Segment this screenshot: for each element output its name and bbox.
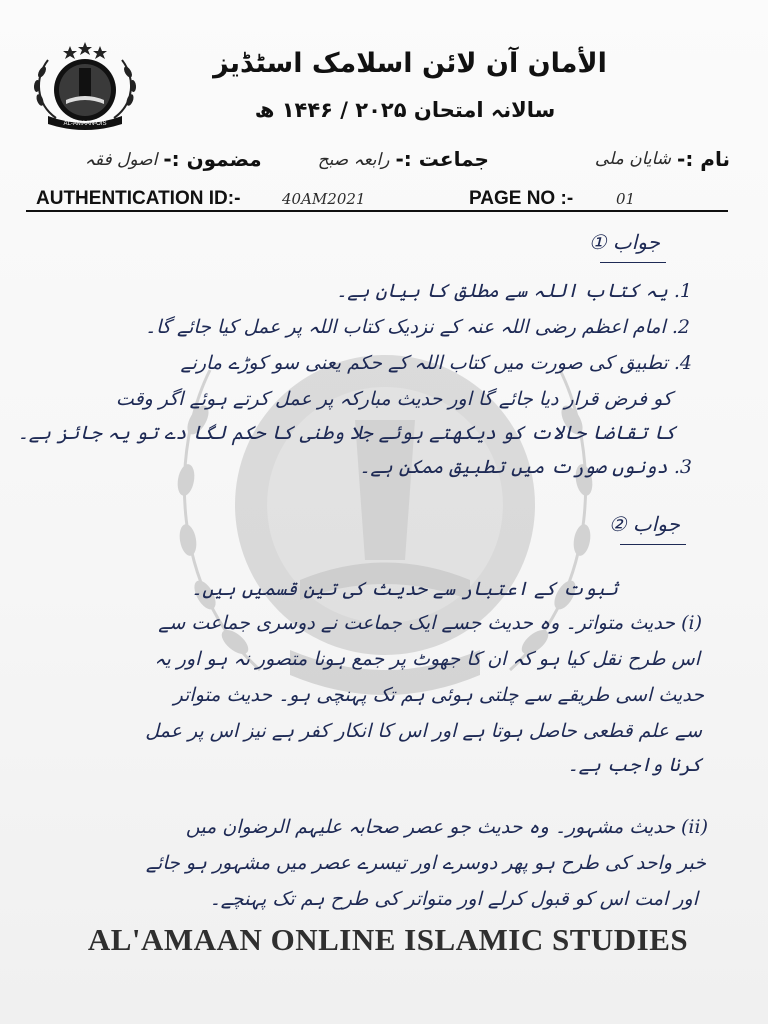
- class-value: رابعہ صبح: [317, 149, 390, 170]
- answer-1-heading-underline: [600, 262, 666, 263]
- name-label: نام :-: [677, 147, 730, 171]
- institute-name: الأمان آن لائن اسلامک اسٹڈیز: [213, 48, 607, 79]
- answer-1-line: کو فرض قرار دیا جائے گا اور حدیث مبارکہ پر عمل کرتے ہوئے اگر وقت: [115, 388, 672, 410]
- answer-2-heading-underline: [620, 544, 686, 545]
- authentication-label: AUTHENTICATION ID:-: [36, 188, 241, 209]
- subject-value: اصول فقہ: [84, 149, 158, 170]
- answer-2-line: حدیث اسی طریقے سے چلتی ہوئی ہم تک پہنچی ہو۔ حدیث متواتر: [173, 684, 704, 706]
- answer-2-line: کرنا واجب ہے۔: [567, 754, 702, 776]
- page-number-value: 01: [616, 190, 636, 208]
- answer-1-line: 1. یہ کتاب اللہ سے مطلق کا بیان ہے۔: [336, 280, 692, 302]
- answer-2-line: (ii) حدیث مشہور۔ وہ حدیث جو عصر صحابہ علیہم الرضوان میں: [185, 816, 708, 838]
- answer-2-line: اس طرح نقل کیا ہو کہ ان کا جھوٹ پر جمع ہونا متصور نہ ہو اور یہ: [154, 648, 700, 670]
- answer-1-line: 2. امام اعظم رضی اللہ عنہ کے نزدیک کتاب اللہ پر عمل کیا جائے گا۔: [144, 316, 690, 338]
- student-info-row: [40, 142, 730, 176]
- institute-logo: [26, 38, 144, 132]
- answer-2-line: خبر واحد کی طرح ہو پھر دوسرے اور تیسرے عصر میں مشہور ہو جائے: [145, 852, 706, 874]
- header-divider: [26, 210, 728, 212]
- name-value: شایان ملی: [594, 149, 672, 169]
- institute-footer: AL'AMAAN ONLINE ISLAMIC STUDIES: [87, 922, 689, 957]
- answer-2-line: اور امت اس کو قبول کرلے اور متواتر کی طرح ہم تک پہنچے۔: [209, 888, 698, 910]
- answer-2-line: سے علم قطعی حاصل ہوتا ہے اور اس کا انکار کفر ہے نیز اس پر عمل: [145, 720, 702, 742]
- subject-label: مضمون :-: [163, 147, 262, 171]
- answer-1-line: کا تقاضا حالات کو دیکھتے ہوئے جلا وطنی کا حکم لگا دے تو یہ جائز ہے۔: [17, 422, 676, 444]
- answer-1-heading: جواب ①: [588, 230, 660, 254]
- authentication-value: 40AM2021: [282, 190, 366, 208]
- answer-1-line: 3. دونوں صورت میں تطبیق ممکن ہے۔: [359, 456, 692, 478]
- class-label: جماعت :-: [395, 147, 489, 171]
- exam-title: سالانہ امتحان ۲۰۲۵ / ۱۴۴۶ ھ: [254, 98, 556, 122]
- answer-2-line: ثبوت کے اعتبار سے حدیث کی تین قسمیں ہیں۔: [191, 578, 618, 600]
- answer-1-line: 4. تطبیق کی صورت میں کتاب اللہ کے حکم یعنی سو کوڑے مارنے: [180, 352, 692, 374]
- answer-2-line: (i) حدیث متواتر۔ وہ حدیث جسے ایک جماعت نے دوسری جماعت سے: [158, 612, 702, 634]
- answer-2-heading: جواب ②: [608, 512, 680, 536]
- page-number-label: PAGE NO :-: [469, 188, 574, 209]
- logo-text: AL-AMAAN-OIS: [63, 121, 107, 127]
